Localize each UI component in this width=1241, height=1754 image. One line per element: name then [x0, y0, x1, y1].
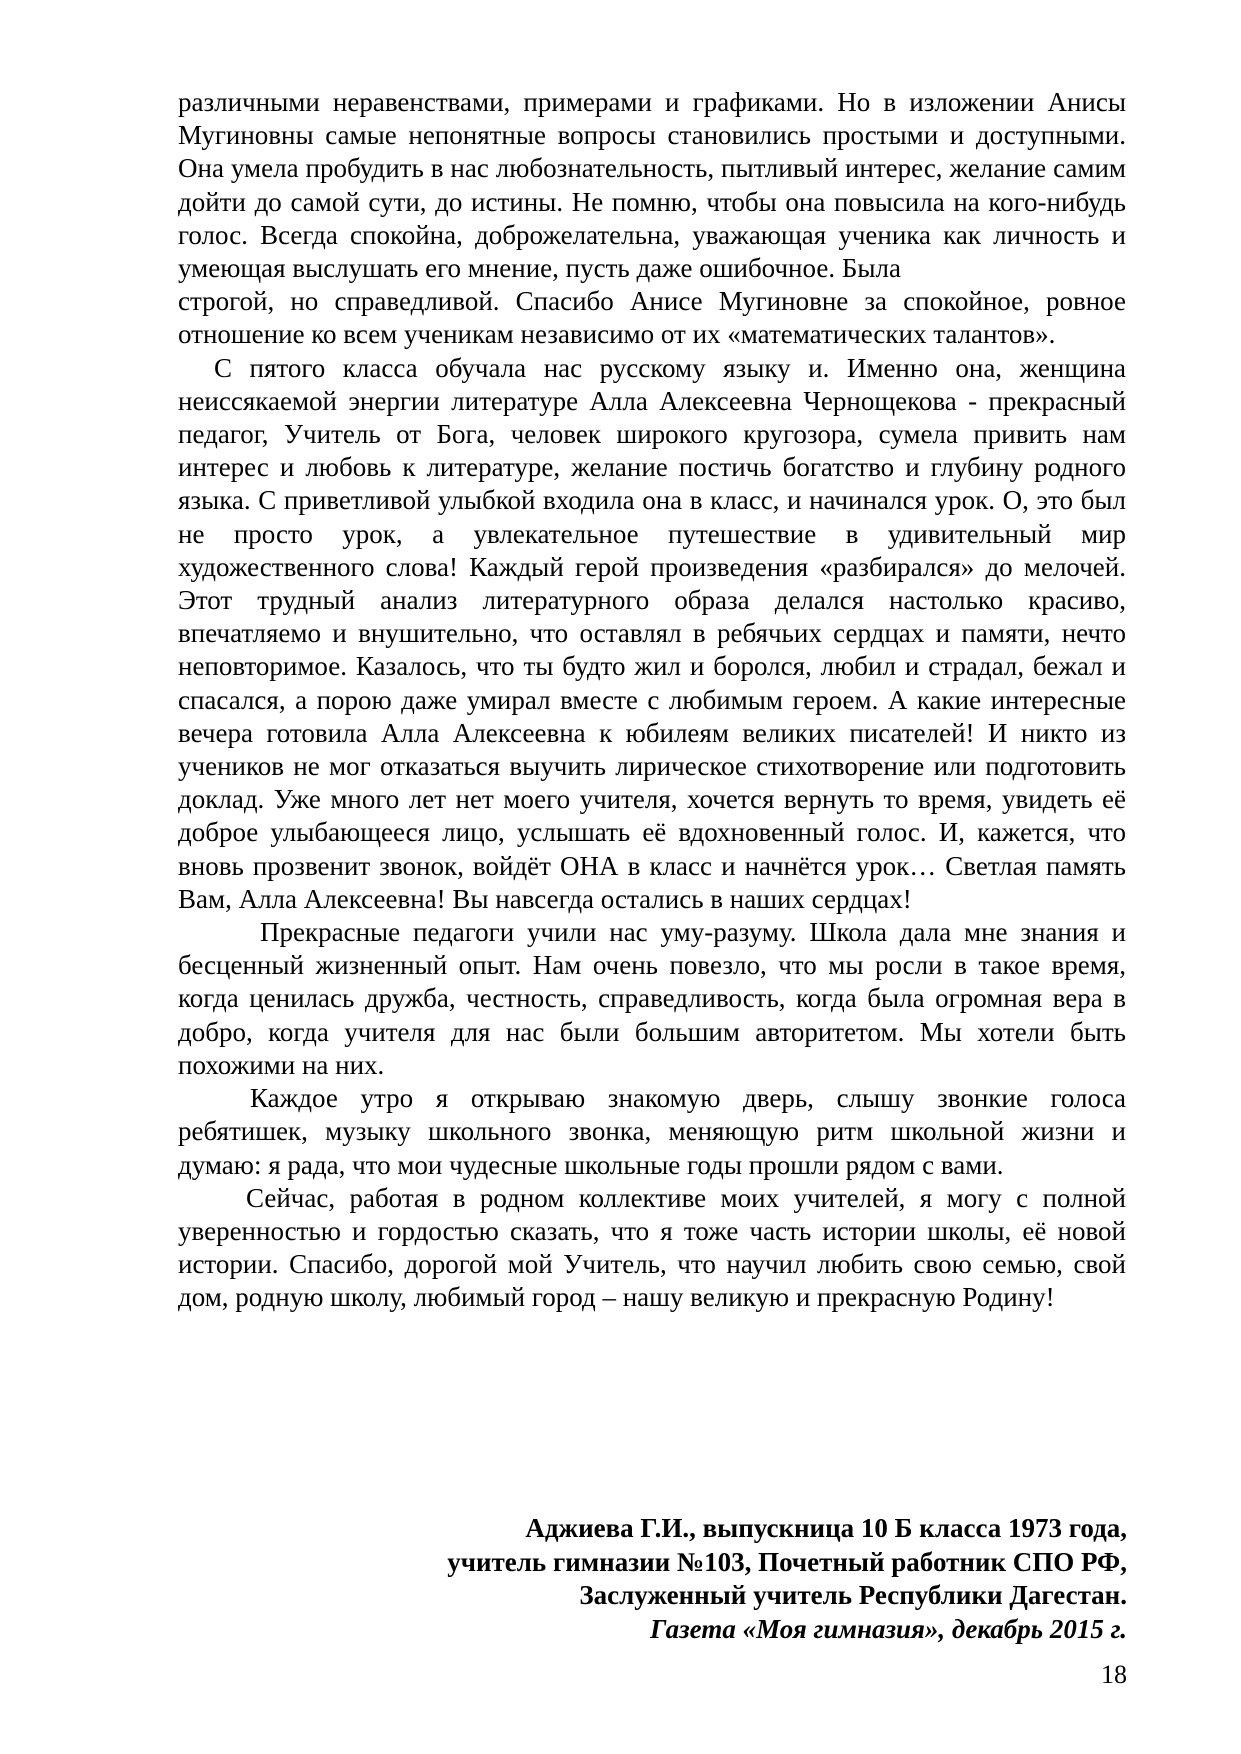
page-number: 18	[1101, 1660, 1127, 1689]
author-signature	[179, 1512, 1127, 1646]
paragraph-4: Прекрасные педагоги учили нас уму-разуму. Школа дала мне знания и бесценный жизненный опыт. Нам очень повезло, что мы росли в такое время, когда ценилась дружба, честность, справедливость, когда была огромная вера в добро, когда учителя для нас были большим авторитетом. Мы хотели быть похожими на них.	[178, 917, 1126, 1080]
paragraph-3: С пятого класса обучала нас русскому языку и. Именно она, женщина неиссякаемой энергии литературе Алла Алексеевна Чернощекова - прекрасный педагог, Учитель от Бога, человек широкого кругозора, сумела привить нам интерес и любовь к литературе, желание постичь богатство и глубину родного языка. С приветливой улыбкой входила она в класс, и начинался урок. О, это был не просто урок, а увлекательное путешествие в удивительный мир художественного слова! Каждый герой произведения «разбирался» до мелочей. Этот трудный анализ литературного образа делался настолько красиво, впечатляемо и внушительно, что оставлял в ребячьих сердцах и памяти, нечто неповторимое. Казалось, что ты будто жил и боролся, любил и страдал, бежал и спасался, а порою даже умирал вместе с любимым героем. А какие интересные вечера готовила Алла Алексеевна к юбилеям великих писателей! И никто из учеников не мог отказаться выучить лирическое стихотворение или подготовить доклад. Уже много лет нет моего учителя, хочется вернуть то время, увидеть её доброе улыбающееся лицо, услышать её вдохновенный голос. И, кажется, что вновь прозвенит звонок, войдёт ОНА в класс и начнётся урок… Светлая память Вам, Алла Алексеевна! Вы навсегда остались в наших сердцах!	[178, 352, 1126, 914]
paragraph-2: строгой, но справедливой. Спасибо Анисе Мугиновне за спокойное, ровное отношение ко всем ученикам независимо от их «математических талантов».	[178, 286, 1126, 350]
signature-author-line: Аджиева Г.И., выпускница 10 Б класса 1973 года,	[525, 1513, 1127, 1543]
paragraph-1: различными неравенствами, примерами и графиками. Но в изложении Анисы Мугиновны самые непонятные вопросы становились простыми и доступными. Она умела пробудить в нас любознательность, пытливый интерес, желание самим дойти до самой сути, до истины. Не помню, чтобы она повысила на кого-нибудь голос. Всегда спокойна, доброжелательна, уважающая ученика как личность и умеющая выслушать его мнение, пусть даже ошибочное. Была	[178, 87, 1126, 284]
signature-title-line: Заслуженный учитель Республики Дагестан.	[579, 1580, 1127, 1610]
paragraph-6: Сейчас, работая в родном коллективе моих учителей, я могу с полной уверенностью и гордостью сказать, что я тоже часть истории школы, её новой истории. Спасибо, дорогой мой Учитель, что научил любить свою семью, свой дом, родную школу, любимый город – нашу великую и прекрасную Родину!	[178, 1182, 1126, 1313]
article-body	[178, 86, 1126, 1315]
signature-position-line: учитель гимназии №103, Почетный работник СПО РФ,	[447, 1546, 1127, 1577]
paragraph-5: Каждое утро я открываю знакомую дверь, слышу звонкие голоса ребятишек, музыку школьного звонка, меняющую ритм школьной жизни и думаю: я рада, что мои чудесные школьные годы прошли рядом с вами.	[178, 1083, 1126, 1180]
signature-source-line: Газета «Моя гимназия», декабрь 2015 г.	[650, 1613, 1127, 1644]
